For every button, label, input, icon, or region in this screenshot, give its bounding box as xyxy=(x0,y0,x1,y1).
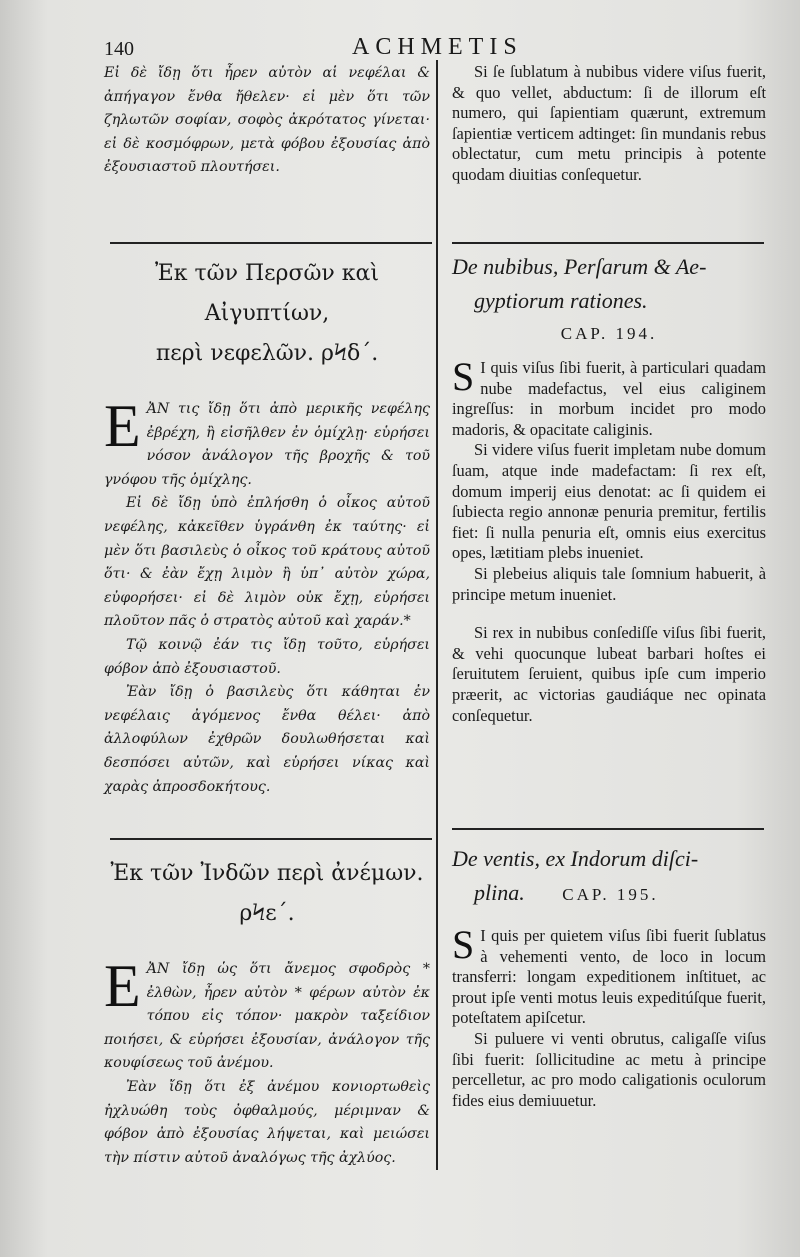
running-title: ACHMETIS xyxy=(352,34,523,60)
latin-heading: De nubibus, Perſarum & Ae- xyxy=(452,254,707,279)
greek-heading: περὶ νεφελῶν. ρϞδ´. xyxy=(155,341,379,366)
greek-paragraph: Εἰ δὲ ἴδῃ ὅτι ἦρεν αὐτὸν αἱ νεφέλαι & ἀπήγαγον ἔνθα ἤθελεν· εἰ μὲν ὅτι τῶν ζηλωτῶν σοφίαν, σοφὸς ἀκρότατος γίνεται· εἰ δὲ κοσμόφρων, μετὰ φόβου ἐξουσίας ἀπὸ ἐξουσιαστοῦ πλουτήσει. xyxy=(104,65,430,176)
latin-top-block xyxy=(452,62,766,186)
drop-cap: S xyxy=(452,354,475,399)
drop-cap: S xyxy=(452,922,475,967)
latin-paragraph: S I quis per quietem viſus ſibi fuerit ſublatus à vehementi vento, de loco in locum transferri: longam expeditionem inſtituet, ac prout ipſe venti motus leuis expeditúſque fuerit, poteſtatem apiſcetur. xyxy=(452,922,766,1028)
greek-heading: Ἐκ τῶν Ἰνδῶν περὶ ἀνέμων. ρϞε´. xyxy=(110,861,424,926)
greek-section-195 xyxy=(104,854,430,1170)
latin-section-195 xyxy=(452,842,766,1111)
greek-heading: Ἐκ τῶν Περσῶν καὶ Αἰγυπτίων, xyxy=(154,261,380,326)
latin-heading: De ventis, ex Indorum diſci- xyxy=(452,846,699,871)
latin-section-194 xyxy=(452,250,766,726)
latin-paragraph: Si plebeius aliquis tale ſomnium habuerit, à principe metum inueniet. xyxy=(452,563,766,604)
chapter-number: CAP. 194. xyxy=(560,324,658,343)
greek-paragraph: Εἰ δὲ ἴδῃ ὑπὸ ἐπλήσθη ὁ οἶκος αὐτοῦ νεφέλης, κἀκεῖθεν ὑγράνθη ἐκ ταύτης· εἰ μὲν ὅτι βασιλεὺς ὁ οἶκος τοῦ κράτους αὐτοῦ ὅτι· & ἐὰν ἔχῃ λιμὸν ἢ ὑπ᾽ αὐτὸν χώρα, εὐφορήσει· εἰ δὲ λιμὸν οὐκ ἔχῃ, εὑρήσει πλοῦτον πᾶς ὁ στρατὸς αὐτοῦ καὶ χαράν.* xyxy=(104,495,430,630)
greek-section-194 xyxy=(104,254,430,799)
latin-paragraph: Si ſe ſublatum à nubibus videre viſus fuerit, & quo vellet, abductum: ſi de illorum eſt numero, qui ſapientiam quærunt, extremum ſapientiæ verticem adtinget: ſin mundanis rebus oblectatur, cum metu principis à potente quodam diuitias conſequetur. xyxy=(452,62,766,184)
greek-column xyxy=(104,0,430,1257)
drop-cap: E xyxy=(104,393,141,459)
section-rule xyxy=(110,838,432,840)
latin-paragraph: Si videre viſus fuerit impletam nube domum ſuam, atque inde madefactam: ſi rex eſt, domum imperij eius denotat: ac ſi quidem ei ſubiecta regio annonæ penuria premitur, fertilis fiet: ſi nulla penuria eſt, omnis eius exercitus opes, lætitiam plebs inueniet. xyxy=(452,440,766,563)
section-rule xyxy=(452,828,764,830)
latin-column xyxy=(452,0,766,1257)
latin-heading: plina. CAP. 195. xyxy=(452,876,766,912)
section-rule xyxy=(110,242,432,244)
greek-paragraph: Ἐὰν ἴδῃ ὅτι ἐξ ἀνέμου κονιορτωθεὶς ἠχλυώθη τοὺς ὀφθαλμούς, μέριμναν & φόβον ἀπὸ ἐξουσίας λήψεται, καὶ μειώσει τὴν πίστιν αὐτοῦ ἀναλόγως τῆς ἀχλύος. xyxy=(104,1078,430,1166)
latin-heading: gyptiorum rationes. xyxy=(474,288,648,313)
chapter-number: CAP. 195. xyxy=(562,885,659,904)
greek-paragraph: Τῷ κοινῷ ἐάν τις ἴδῃ τοῦτο, εὑρήσει φόβον ἀπὸ ἐξουσιαστοῦ. xyxy=(104,636,430,677)
greek-paragraph: EἈΝ ἴδῃ ὡς ὅτι ἄνεμος σφοδρὸς * ἐλθὼν, ἦρεν αὐτὸν * φέρων αὐτὸν ἐκ τόπου εἰς τόπον· μακρὸν ταξείδιον ποιήσει, & εὑρήσει ἐξουσίαν, ἀνάλογον τῆς κουφίσεως τοῦ ἀνέμου. xyxy=(104,953,430,1072)
drop-cap: E xyxy=(104,953,141,1019)
latin-paragraph: Si rex in nubibus conſediſſe viſus ſibi fuerit, & vehi quocunque lubeat barbari hoſtes ei ſeruitutem ſeruient, quibus ipſe cum imperio præerit, ac victorias gaudiáque nec opinata conſequetur. xyxy=(452,623,766,725)
page-number: 140 xyxy=(104,38,134,60)
greek-top-block xyxy=(104,62,430,180)
column-divider xyxy=(436,60,438,1170)
latin-paragraph: Si puluere vi venti obrutus, caligaſſe viſus ſibi fuerit: ſollicitudine ac metu à principe percelletur, ac pro modo caligationis oculorum fides eius demiuuetur. xyxy=(452,1028,766,1110)
latin-paragraph: S I quis viſus ſibi fuerit, à particulari quadam nube madefactus, vel eius caliginem ingreſſus: in morbum incidet pro modo madoris, & opacitate caliginis. xyxy=(452,354,766,439)
greek-paragraph: Ἐὰν ἴδῃ ὁ βασιλεὺς ὅτι κάθηται ἐν νεφέλαις ἀγόμενος ἔνθα θέλει· ἀπὸ ἀλλοφύλων ἐχθρῶν δουλωθήσεται καὶ δεσπόσει αὐτῶν, καὶ εὑρήσει νίκας καὶ χαρὰς ἀπροσδοκήτους. xyxy=(104,684,430,795)
greek-paragraph: EἈΝ τις ἴδῃ ὅτι ἀπὸ μερικῆς νεφέλης ἐβρέχη, ἢ εἰσῆλθεν ἐν ὁμίχλῃ· εὑρήσει νόσον ἀνάλογον τῆς βροχῆς & τοῦ γνόφου τῆς ὁμίχλης. xyxy=(104,393,430,488)
section-rule xyxy=(452,242,764,244)
